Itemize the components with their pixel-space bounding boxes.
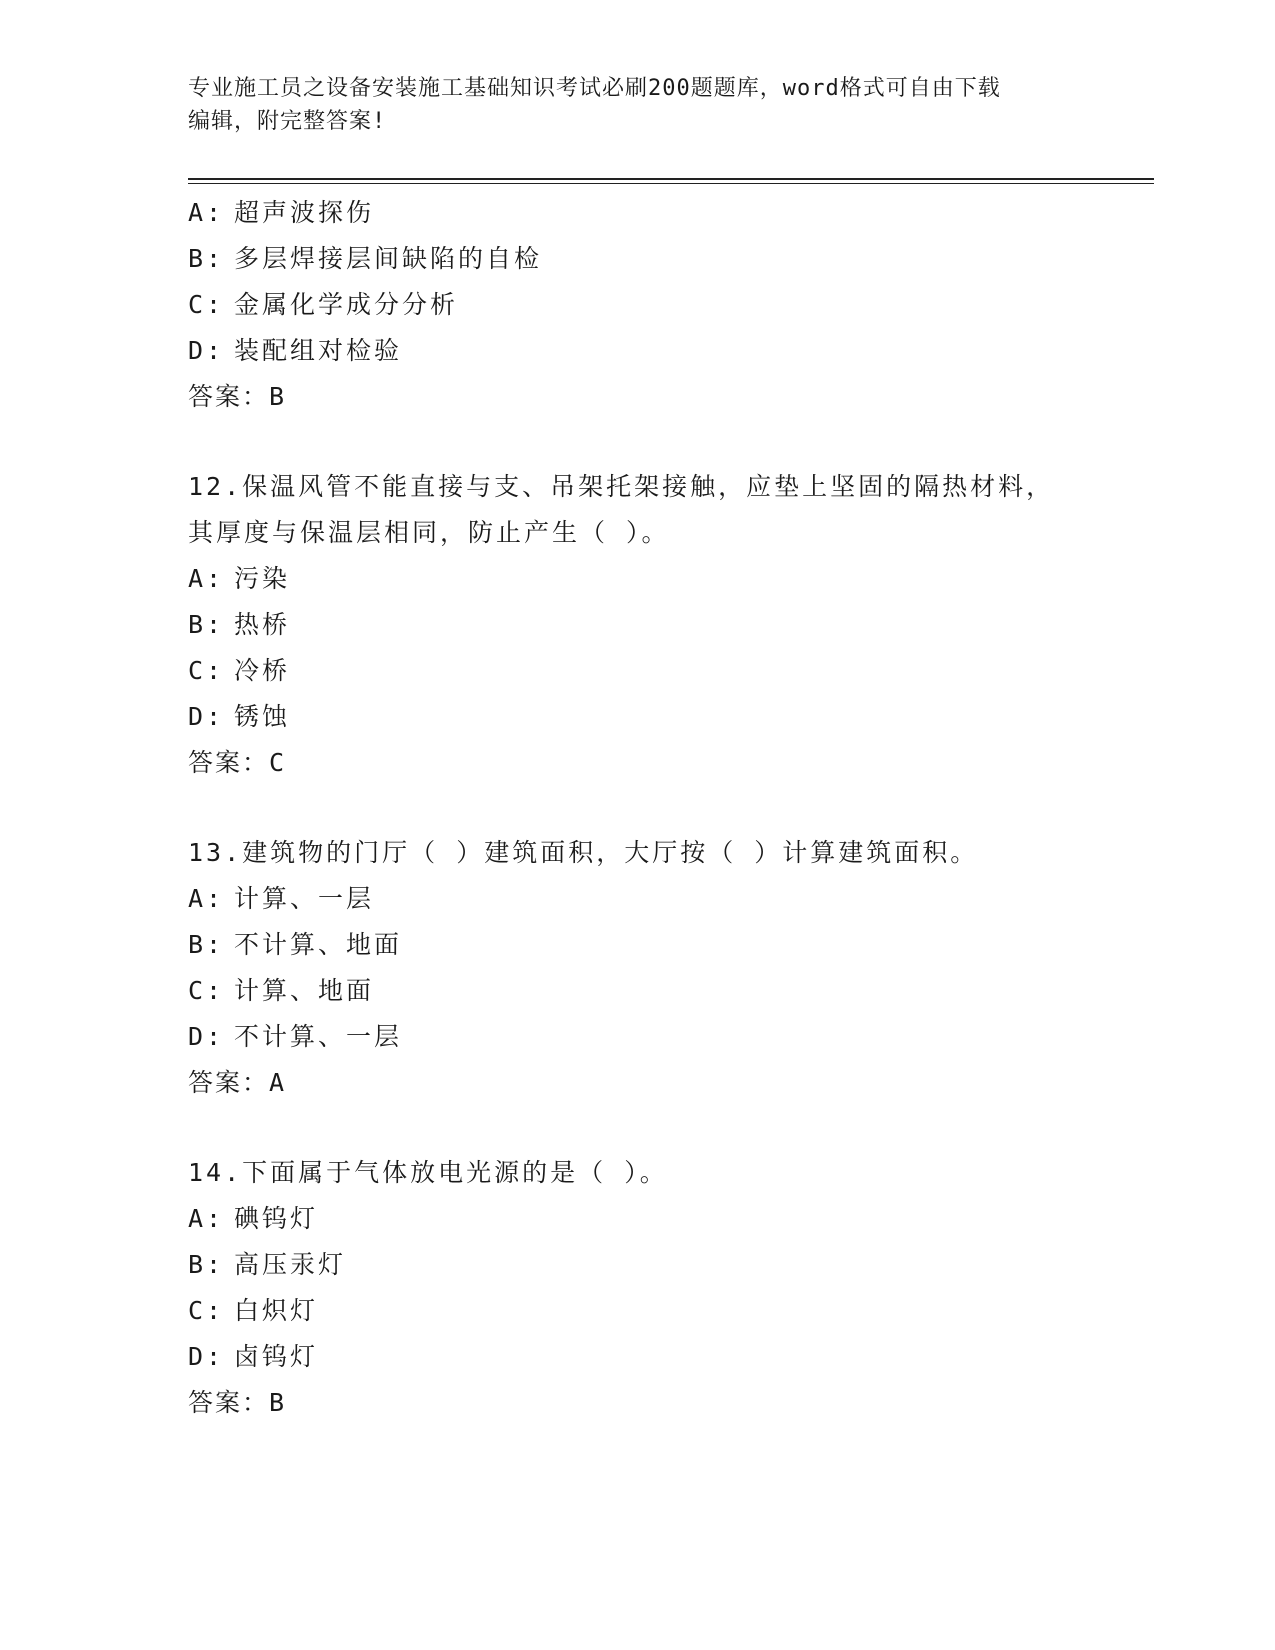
option-letter: D: (188, 702, 225, 731)
option-letter: A: (188, 1204, 225, 1233)
option-letter: D: (188, 1022, 225, 1051)
option-text: 装配组对检验 (234, 336, 403, 365)
option-c (188, 1288, 1154, 1334)
option-letter: C: (188, 290, 225, 319)
option-letter: A: (188, 564, 225, 593)
option-a (188, 556, 1154, 602)
option-text: 不计算、地面 (234, 930, 403, 959)
option-a (188, 876, 1154, 922)
option-b (188, 236, 1154, 282)
question-11 (188, 190, 1154, 420)
option-b (188, 602, 1154, 648)
option-letter: B: (188, 1250, 225, 1279)
option-text: 超声波探伤 (234, 198, 375, 227)
option-letter: A: (188, 884, 225, 913)
option-c (188, 282, 1154, 328)
header-title-line-1: 专业施工员之设备安装施工基础知识考试必刷200题题库，word格式可自由下载 (188, 76, 1001, 101)
question-gap (188, 786, 1154, 830)
option-d (188, 1014, 1154, 1060)
question-13 (188, 830, 1154, 1106)
option-letter: C: (188, 656, 225, 685)
header-divider-thick (188, 178, 1154, 180)
answer-line: 答案：B (188, 382, 287, 411)
option-text: 多层焊接层间缺陷的自检 (234, 244, 543, 273)
option-d (188, 328, 1154, 374)
option-text: 卤钨灯 (234, 1342, 319, 1371)
option-letter: B: (188, 930, 225, 959)
answer-line: 答案：B (188, 1388, 287, 1417)
option-d (188, 1334, 1154, 1380)
option-b (188, 922, 1154, 968)
question-stem-line-1: 13.建筑物的门厅（ ）建筑面积，大厅按（ ）计算建筑面积。 (188, 838, 979, 867)
option-letter: D: (188, 1342, 225, 1371)
option-text: 计算、一层 (234, 884, 375, 913)
question-gap (188, 420, 1154, 464)
question-stem-line-2: 其厚度与保温层相同，防止产生（ ）。 (188, 518, 670, 547)
question-stem-line-1: 14.下面属于气体放电光源的是（ ）。 (188, 1158, 668, 1187)
option-text: 不计算、一层 (234, 1022, 403, 1051)
document-header (188, 72, 1088, 138)
answer-line: 答案：C (188, 748, 287, 777)
option-text: 金属化学成分分析 (234, 290, 459, 319)
option-text: 碘钨灯 (234, 1204, 319, 1233)
option-text: 锈蚀 (234, 702, 291, 731)
option-a (188, 190, 1154, 236)
option-letter: A: (188, 198, 225, 227)
option-b (188, 1242, 1154, 1288)
option-a (188, 1196, 1154, 1242)
option-letter: B: (188, 244, 225, 273)
option-text: 计算、地面 (234, 976, 375, 1005)
option-text: 白炽灯 (234, 1296, 319, 1325)
option-letter: D: (188, 336, 225, 365)
answer-line: 答案：A (188, 1068, 287, 1097)
question-gap (188, 1106, 1154, 1150)
option-d (188, 694, 1154, 740)
option-letter: C: (188, 1296, 225, 1325)
question-stem-line-1: 12.保温风管不能直接与支、吊架托架接触，应垫上坚固的隔热材料， (188, 472, 1055, 501)
question-list (188, 190, 1154, 1426)
option-text: 热桥 (234, 610, 291, 639)
header-divider-thin (188, 183, 1154, 184)
question-14 (188, 1150, 1154, 1426)
option-letter: B: (188, 610, 225, 639)
question-12 (188, 464, 1154, 786)
option-letter: C: (188, 976, 225, 1005)
option-c (188, 968, 1154, 1014)
option-text: 高压汞灯 (234, 1250, 347, 1279)
option-c (188, 648, 1154, 694)
option-text: 污染 (234, 564, 291, 593)
header-title-line-2: 编辑，附完整答案! (188, 109, 387, 134)
option-text: 冷桥 (234, 656, 291, 685)
